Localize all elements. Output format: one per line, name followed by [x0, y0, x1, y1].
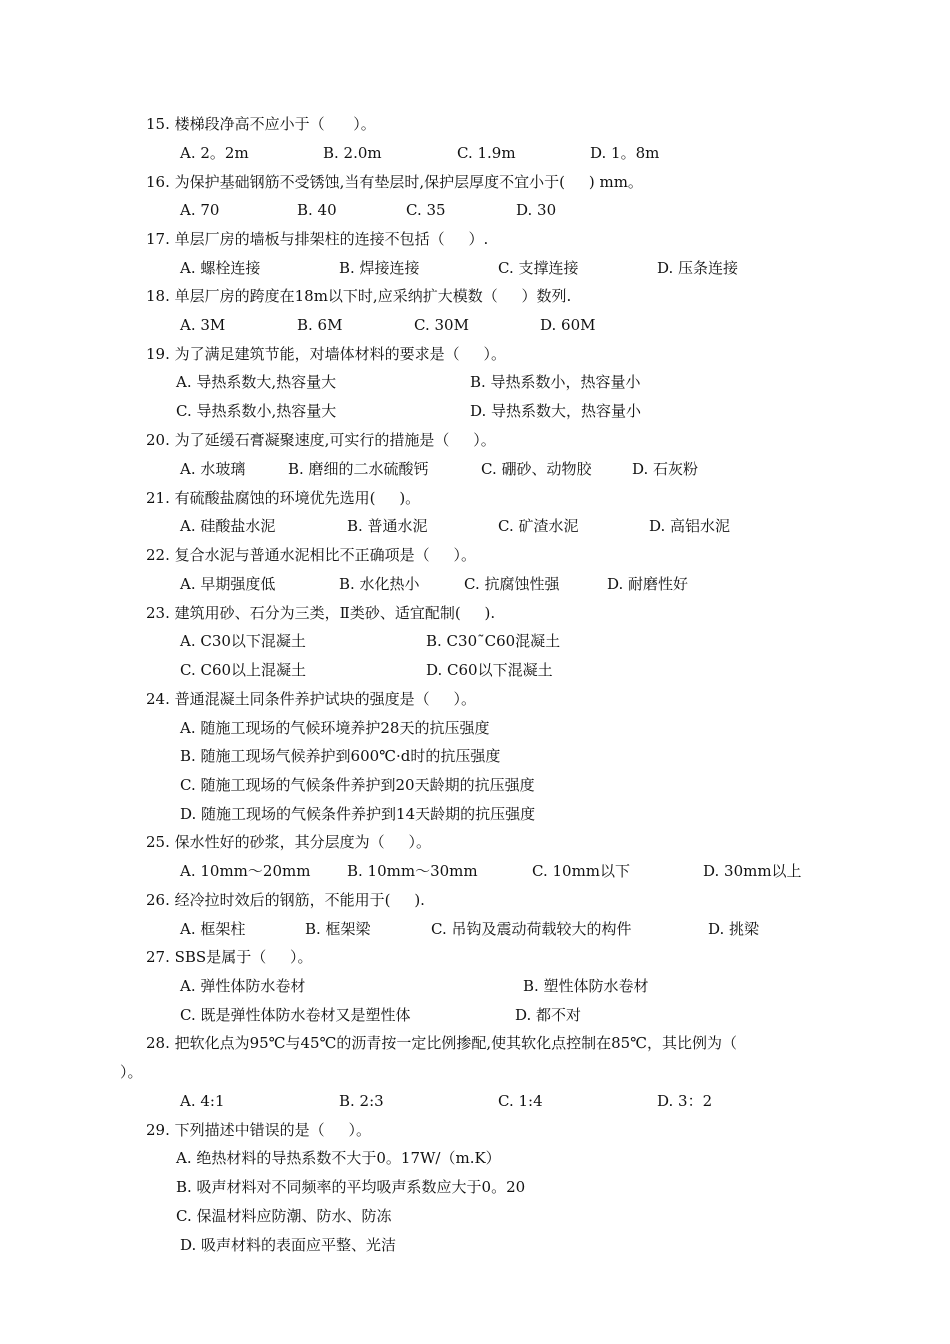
option-a: A. 70	[180, 201, 220, 219]
option-b: B. C30˜C60混凝土	[426, 632, 561, 650]
option-a: A. 随施工现场的气候环境养护28天的抗压强度	[180, 719, 490, 737]
option-b: B. 普通水泥	[347, 517, 428, 535]
option-c: C. 30M	[414, 316, 469, 334]
option-b: B. 40	[297, 201, 337, 219]
option-c: C. 保温材料应防潮、防水、防冻	[176, 1207, 392, 1225]
option-d: D. 挑梁	[708, 920, 760, 938]
option-c: C. C60以上混凝土	[180, 661, 307, 679]
option-d: D. 3：2	[657, 1092, 713, 1110]
option-a: A. C30以下混凝土	[180, 632, 306, 650]
option-a: A. 早期强度低	[180, 575, 276, 593]
option-b: B. 2:3	[339, 1092, 384, 1110]
option-b: B. 随施工现场气候养护到600℃·d时的抗压强度	[180, 747, 501, 765]
option-a: A. 螺栓连接	[180, 259, 261, 277]
option-b: B. 磨细的二水硫酸钙	[288, 460, 429, 478]
option-d: D. 耐磨性好	[607, 575, 689, 593]
question-stem: 19. 为了满足建筑节能，对墙体材料的要求是（ ）。	[146, 345, 506, 363]
option-c: C. 抗腐蚀性强	[464, 575, 560, 593]
question-stem: 29. 下列描述中错误的是（ ）。	[146, 1121, 371, 1139]
option-c: C. 既是弹性体防水卷材又是塑性体	[180, 1006, 411, 1024]
option-a: A. 导热系数大,热容量大	[176, 373, 337, 391]
question-stem: 17. 单层厂房的墙板与排架柱的连接不包括（ ）.	[146, 230, 489, 248]
option-b: B. 塑性体防水卷材	[523, 977, 649, 995]
option-d: D. 1。8m	[590, 144, 660, 162]
option-c: C. 支撑连接	[498, 259, 579, 277]
option-a: A. 水玻璃	[180, 460, 246, 478]
option-a: A. 绝热材料的导热系数不大于0。17W/（m.K）	[176, 1149, 501, 1167]
option-c: C. 10mm以下	[532, 862, 631, 880]
option-d: D. 石灰粉	[632, 460, 699, 478]
question-stem: 16. 为保护基础钢筋不受锈蚀,当有垫层时,保护层厚度不宜小于( ) mm。	[146, 173, 643, 191]
option-b: B. 水化热小	[339, 575, 420, 593]
option-b: B. 焊接连接	[339, 259, 420, 277]
option-a: A. 硅酸盐水泥	[180, 517, 276, 535]
option-a: A. 弹性体防水卷材	[180, 977, 306, 995]
option-c: C. 随施工现场的气候条件养护到20天龄期的抗压强度	[180, 776, 535, 794]
option-d: D. 30mm以上	[703, 862, 802, 880]
option-a: A. 框架柱	[180, 920, 246, 938]
option-d: D. 都不对	[515, 1006, 582, 1024]
option-c: C. 导热系数小,热容量大	[176, 402, 337, 420]
option-b: B. 导热系数小，热容量小	[470, 373, 641, 391]
question-stem: 26. 经冷拉时效后的钢筋，不能用于( ).	[146, 891, 425, 909]
question-stem: 18. 单层厂房的跨度在18m以下时,应采纳扩大模数（ ）数列.	[146, 287, 572, 305]
option-d: D. 高铝水泥	[649, 517, 731, 535]
option-d: D. 60M	[540, 316, 596, 334]
option-c: C. 35	[406, 201, 446, 219]
question-stem: 15. 楼梯段净高不应小于（ ）。	[146, 115, 376, 133]
option-d: D. 30	[516, 201, 557, 219]
option-c: C. 矿渣水泥	[498, 517, 579, 535]
option-a: A. 4:1	[180, 1092, 225, 1110]
question-stem: 21. 有硫酸盐腐蚀的环境优先选用( )。	[146, 489, 421, 507]
option-d: D. 压条连接	[657, 259, 739, 277]
question-stem: 22. 复合水泥与普通水泥相比不正确项是（ ）。	[146, 546, 476, 564]
option-c: C. 1.9m	[457, 144, 516, 162]
option-b: B. 10mm～30mm	[347, 862, 478, 880]
option-b: B. 2.0m	[323, 144, 382, 162]
question-stem: 24. 普通混凝土同条件养护试块的强度是（ ）。	[146, 690, 476, 708]
question-stem: 27. SBS是属于（ ）。	[146, 948, 313, 966]
option-c: C. 吊钩及震动荷载较大的构件	[431, 920, 632, 938]
question-stem: 25. 保水性好的砂浆，其分层度为（ ）。	[146, 833, 431, 851]
option-c: C. 硼砂、动物胶	[481, 460, 592, 478]
option-d: D. 导热系数大，热容量小	[470, 402, 642, 420]
option-d: D. 吸声材料的表面应平整、光洁	[180, 1236, 397, 1254]
option-a: A. 10mm～20mm	[180, 862, 311, 880]
option-d: D. 随施工现场的气候条件养护到14天龄期的抗压强度	[180, 805, 536, 823]
option-a: A. 2。2m	[180, 144, 249, 162]
option-b: B. 吸声材料对不同频率的平均吸声系数应大于0。20	[176, 1178, 526, 1196]
question-stem: 20. 为了延缓石膏凝聚速度,可实行的措施是（ ）。	[146, 431, 496, 449]
option-c: C. 1:4	[498, 1092, 543, 1110]
option-b: B. 框架梁	[305, 920, 371, 938]
option-b: B. 6M	[297, 316, 343, 334]
question-stem: 23. 建筑用砂、石分为三类，Ⅱ类砂、适宜配制( ).	[146, 604, 496, 622]
question-stem-continued: ）。	[120, 1063, 143, 1081]
option-d: D. C60以下混凝土	[426, 661, 553, 679]
option-a: A. 3M	[180, 316, 226, 334]
question-stem: 28. 把软化点为95℃与45℃的沥青按一定比例掺配,使其软化点控制在85℃，其比例为（	[146, 1034, 737, 1052]
